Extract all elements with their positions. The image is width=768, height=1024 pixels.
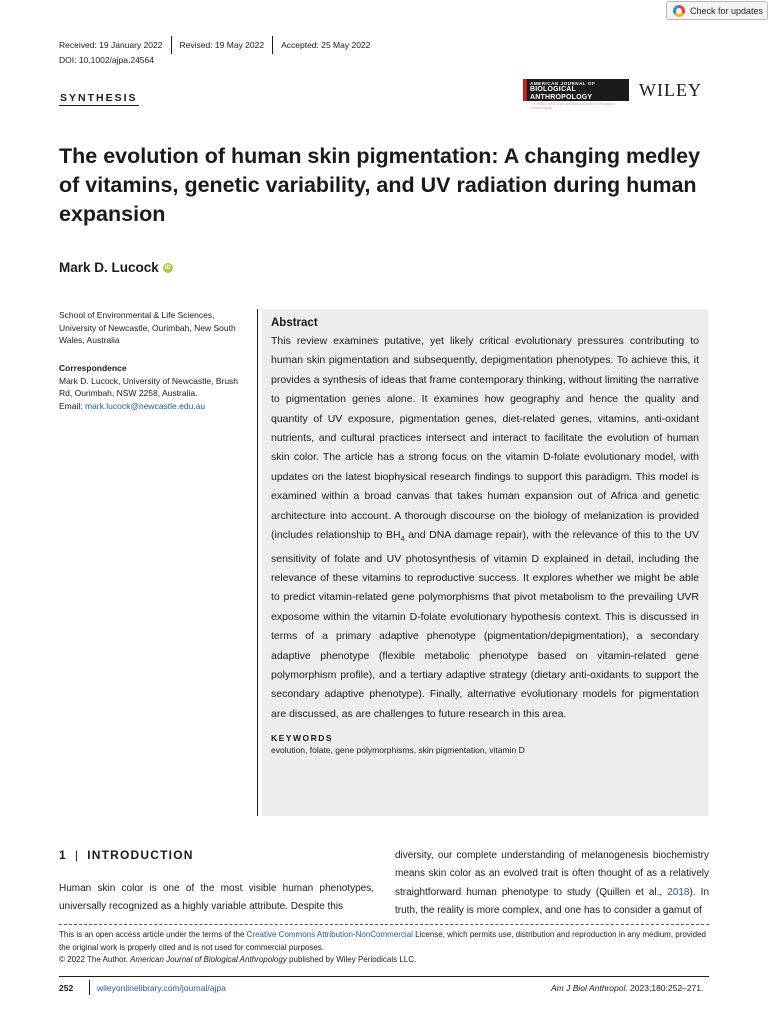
author-name[interactable]: Mark D. Lucock (59, 260, 159, 275)
license-text-b: License, which permits use, distribution and reproduction in any medium, provided the original work is properly cited and is not used for commercial purposes. (59, 930, 706, 952)
footer-citation (551, 983, 703, 993)
received-date: Received: 19 January 2022 (59, 40, 163, 50)
check-for-updates-button[interactable] (666, 1, 768, 20)
section-heading (59, 848, 194, 862)
author-line (59, 260, 173, 275)
email-link[interactable]: mark.lucock@newcastle.edu.au (85, 400, 206, 411)
copyright-journal: American Journal of Biological Anthropology (130, 955, 287, 965)
abstract-text-part2: and DNA damage repair), with the relevance of this to the UV sensitivity of folate and UV photosynthesis of vitamin D explained in detail, including the relevance of these vitamins to reproductive success. It explores whether we might be able to predict vitamin-related gene polymorphisms that pivot metabolism to the prevailing UVR exposome within the vitamin D-folate evolutionary hypothesis context. This is discussed in terms of a primary adaptive phenotype (pigmentation/depigmentation), a secondary adaptive phenotype (flexible metabolic phenotype based on vitamin-related gene polymorphism profile), and a tertiary adaptive strategy (dietary anti-oxidants to support the secondary adaptive phenotype). Finally, alternative evolutionary models for pigmentation are discussed, as are challenges to future research in this area. (271, 529, 699, 720)
license-line (59, 929, 711, 954)
article-title: The evolution of human skin pigmentation: A changing medley of vitamins, genetic variability, and UV radiation during human expansion (59, 144, 701, 226)
revised-date: Revised: 19 May 2022 (179, 40, 265, 50)
abstract-text (271, 332, 699, 724)
license-divider (59, 924, 709, 925)
orcid-icon[interactable]: iD (164, 264, 171, 271)
email-label: Email: (59, 400, 83, 411)
journal-logo-top: AMERICAN JOURNAL OF (530, 81, 596, 86)
accepted-date: Accepted: 25 May 2022 (281, 40, 371, 50)
citation-journal: Am J Biol Anthropol. (551, 983, 628, 993)
section-divider: | (74, 848, 80, 862)
keywords-heading: KEYWORDS (271, 733, 334, 744)
journal-logo-main: BIOLOGICAL ANTHROPOLOGY (530, 86, 593, 101)
section-number: 1 (59, 848, 67, 862)
abstract-heading: Abstract (271, 317, 318, 329)
abstract-text-part1: This review examines putative, yet likely critical evolutionary pressures contributing to human skin pigmentation and subsequently, depigmentation phenotypes. To achieve this, it provides a synthesis of ideas that frame contemporary thinking, without limiting the narrative to pigmentation genes alone. It examines how geography and hence the quality and quantity of UV exposure, pigmentation genes, diet-related genes, vitamins, anti-oxidant nutrients, and cultural practices intersect and interact to facilitate the evolution of human skin color. The article has a strong focus on the vitamin D-folate evolutionary model, with updates on the latest biophysical research findings to support this paradigm. This model is examined within a broad canvas that takes human expansion out of Africa and genetic architecture into account. A thorough discourse on the biology of melanization is provided (includes relationship to BH (271, 335, 699, 542)
affiliation: School of Environmental & Life Sciences, University of Newcastle, Ourimbah, New South Wales, Australia (59, 310, 236, 345)
correspondence-email-line (59, 400, 244, 413)
article-type-underline (59, 105, 139, 106)
intro-right-text-a: diversity, our complete understanding of melanogenesis biochemistry means skin color as an evolved trait is often thought of as a relatively straightforward human phenotype to study (Quillen et al., (395, 850, 709, 898)
journal-url-link[interactable]: wileyonlinelibrary.com/journal/ajpa (97, 983, 226, 993)
journal-logo[interactable] (523, 79, 629, 110)
correspondence-address: Mark D. Lucock, University of Newcastle, Brush Rd, Ourimbah, NSW 2258, Australia. (59, 375, 239, 398)
citation-link[interactable]: 2018 (667, 886, 690, 898)
abstract-panel (262, 309, 708, 816)
doi: DOI: 10.1002/ajpa.24564 (59, 55, 154, 65)
intro-right-column (395, 847, 709, 920)
page-number: 252 (59, 983, 74, 993)
intro-left-column: Human skin color is one of the most visible human phenotypes, universally recognized as a highly variable attribute. Despite this (59, 883, 374, 913)
history-dates (59, 38, 378, 54)
article-type: SYNTHESIS (60, 92, 138, 104)
journal-logo-sub: The official journal of the American Association of Biological Anthropologists (530, 102, 614, 110)
abstract-subscript: 4 (400, 536, 405, 544)
license-note (59, 929, 711, 967)
citation-details: 2023;180:252–271. (627, 983, 704, 993)
journal-logo-accent (523, 79, 527, 101)
copyright-text-b: published by Wiley Periodicals LLC. (286, 955, 417, 965)
check-for-updates-label: Check for updates (690, 5, 764, 16)
publisher-logo[interactable]: WILEY (639, 80, 702, 100)
correspondence-heading: Correspondence (59, 363, 127, 373)
correspondence (59, 362, 244, 412)
copyright-text-a: © 2022 The Author. (59, 955, 131, 965)
license-link[interactable]: Creative Commons Attribution-NonCommercial (246, 930, 413, 939)
copyright-line (59, 954, 711, 967)
abstract-rule (257, 309, 258, 816)
crossmark-icon (673, 5, 685, 17)
footer-url (97, 983, 226, 993)
footer-rule (59, 976, 709, 977)
section-title: INTRODUCTION (87, 848, 194, 862)
footer-divider (89, 980, 90, 995)
keywords-list: evolution, folate, gene polymorphisms, skin pigmentation, vitamin D (271, 745, 525, 756)
intro-right-text-b: ). In truth, the reality is more complex, and one has to consider a gamut of (395, 886, 710, 916)
license-text-a: This is an open access article under the terms of the (59, 930, 247, 939)
